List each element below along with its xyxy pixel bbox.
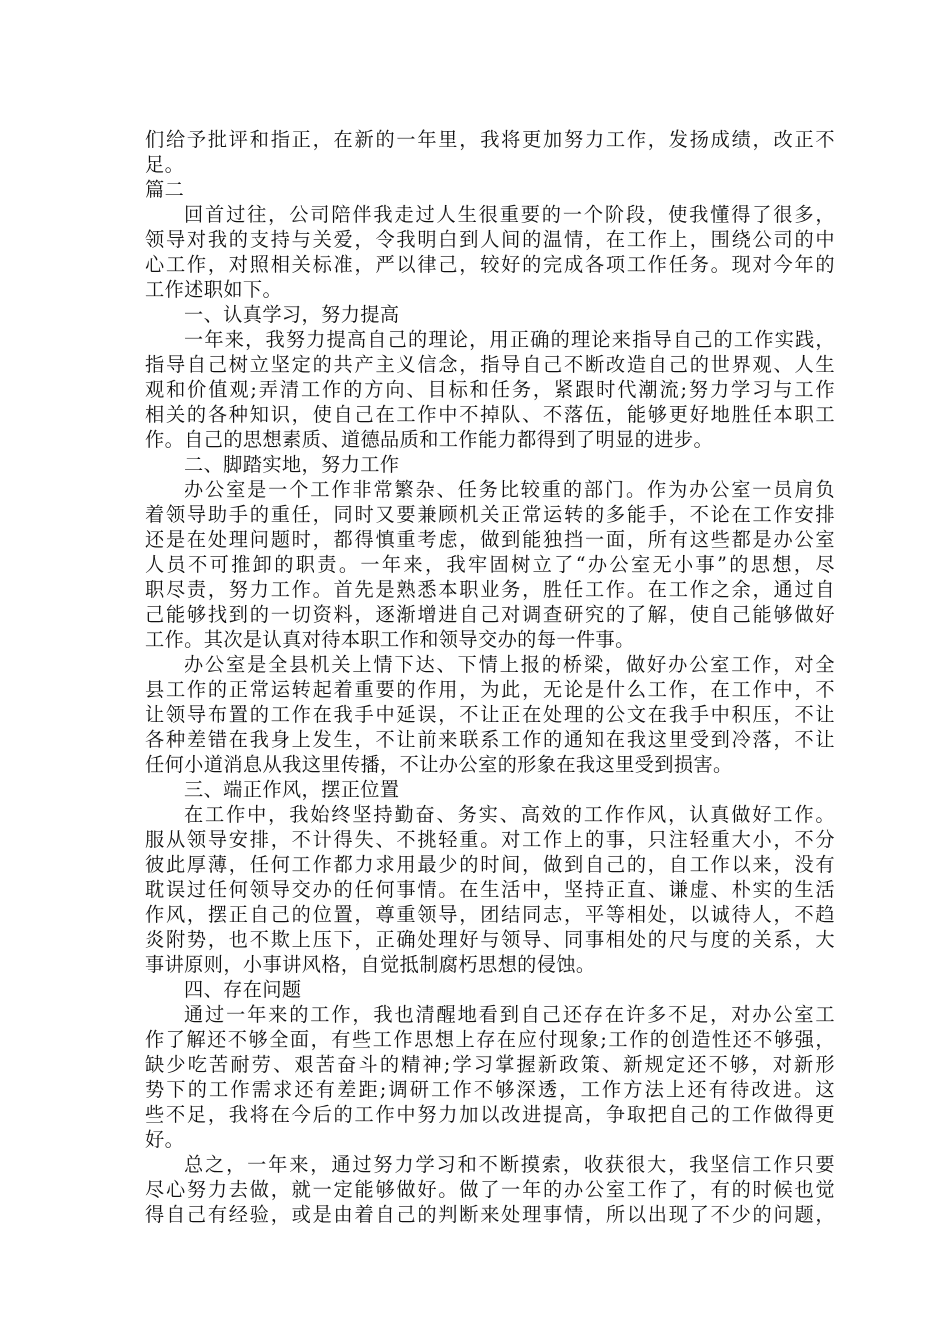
document-text-line: 通过一年来的工作，我也清醒地看到自己还存在许多不足，对办公室工: [184, 1003, 835, 1026]
document-text-line: 还是在处理问题时，都得慎重考虑，做到能独挡一面，所有这些都是办公室: [145, 528, 835, 551]
document-text-line: 领导对我的支持与关爱，令我明白到人间的温情，在工作上，围绕公司的中: [145, 228, 835, 251]
document-text-line: 好。: [145, 1128, 185, 1151]
document-text-line: 彼此厚薄，任何工作都力求用最少的时间，做到自己的，自工作以来，没有: [145, 853, 835, 876]
document-text-line: 回首过往，公司陪伴我走过人生很重要的一个阶段，使我懂得了很多，: [184, 203, 835, 226]
document-text-line: 在工作中，我始终坚持勤奋、务实、高效的工作作风，认真做好工作。: [184, 803, 835, 826]
document-text-line: 一年来，我努力提高自己的理论，用正确的理论来指导自己的工作实践，: [184, 328, 835, 351]
document-text-line: 作。自己的思想素质、道德品质和工作能力都得到了明显的进步。: [145, 428, 714, 451]
document-text-line: 人员不可推卸的职责。一年来，我牢固树立了“办公室无小事”的思想，尽: [145, 553, 835, 576]
document-text-line: 耽误过任何领导交办的任何事情。在生活中，坚持正直、谦虚、朴实的生活: [145, 878, 835, 901]
document-text-line: 三、端正作风，摆正位置: [184, 778, 400, 801]
document-text-line: 些不足，我将在今后的工作中努力加以改进提高，争取把自己的工作做得更: [145, 1103, 835, 1126]
document-text-line: 势下的工作需求还有差距;调研工作不够深透，工作方法上还有待改进。这: [145, 1078, 835, 1101]
document-text-line: 己能够找到的一切资料，逐渐增进自己对调查研究的了解，使自己能够做好: [145, 603, 835, 626]
document-text-line: 县工作的正常运转起着重要的作用，为此，无论是什么工作，在工作中，不: [145, 678, 835, 701]
document-text-line: 二、脚踏实地，努力工作: [184, 453, 400, 476]
document-text-line: 观和价值观;弄清工作的方向、目标和任务，紧跟时代潮流;努力学习与工作: [145, 378, 835, 401]
document-text-line: 篇二: [145, 178, 185, 201]
document-text-line: 着领导助手的重任，同时又要兼顾机关正常运转的多能手，不论在工作安排: [145, 503, 835, 526]
document-text-line: 得自己有经验，或是由着自己的判断来处理事情，所以出现了不少的问题，: [145, 1203, 835, 1226]
document-text-line: 各种差错在我身上发生，不让前来联系工作的通知在我这里受到冷落，不让: [145, 728, 835, 751]
document-text-line: 们给予批评和指正，在新的一年里，我将更加努力工作，发扬成绩，改正不: [145, 128, 835, 151]
document-body: [145, 127, 835, 1227]
document-text-line: 炎附势，也不欺上压下，正确处理好与领导、同事相处的尺与度的关系，大: [145, 928, 835, 951]
document-text-line: 作了解还不够全面，有些工作思想上存在应付现象;工作的创造性还不够强，: [145, 1028, 835, 1051]
document-text-line: 足。: [145, 153, 185, 176]
document-text-line: 事讲原则，小事讲风格，自觉抵制腐朽思想的侵蚀。: [145, 953, 596, 976]
document-text-line: 四、存在问题: [184, 978, 302, 1001]
document-text-line: 作风，摆正自己的位置，尊重领导，团结同志，平等相处，以诚待人，不趋: [145, 903, 835, 926]
document-text-line: 任何小道消息从我这里传播，不让办公室的形象在我这里受到损害。: [145, 753, 733, 776]
document-text-line: 相关的各种知识，使自己在工作中不掉队、不落伍，能够更好地胜任本职工: [145, 403, 835, 426]
document-text-line: 心工作，对照相关标准，严以律己，较好的完成各项工作任务。现对今年的: [145, 253, 835, 276]
document-text-line: 办公室是全县机关上情下达、下情上报的桥梁，做好办公室工作，对全: [184, 653, 835, 676]
document-text-line: 指导自己树立坚定的共产主义信念，指导自己不断改造自己的世界观、人生: [145, 353, 835, 376]
document-text-line: 让领导布置的工作在我手中延误，不让正在处理的公文在我手中积压，不让: [145, 703, 835, 726]
document-text-line: 工作。其次是认真对待本职工作和领导交办的每一件事。: [145, 628, 635, 651]
document-text-line: 办公室是一个工作非常繁杂、任务比较重的部门。作为办公室一员肩负: [184, 478, 835, 501]
document-text-line: 服从领导安排，不计得失、不挑轻重。对工作上的事，只注轻重大小，不分: [145, 828, 835, 851]
document-text-line: 尽心努力去做，就一定能够做好。做了一年的办公室工作了，有的时候也觉: [145, 1178, 835, 1201]
document-text-line: 职尽责，努力工作。首先是熟悉本职业务，胜任工作。在工作之余，通过自: [145, 578, 835, 601]
document-text-line: 工作述职如下。: [145, 278, 283, 301]
document-text-line: 一、认真学习，努力提高: [184, 303, 400, 326]
document-text-line: 缺少吃苦耐劳、艰苦奋斗的精神;学习掌握新政策、新规定还不够，对新形: [145, 1053, 835, 1076]
document-text-line: 总之，一年来，通过努力学习和不断摸索，收获很大，我坚信工作只要: [184, 1153, 835, 1176]
